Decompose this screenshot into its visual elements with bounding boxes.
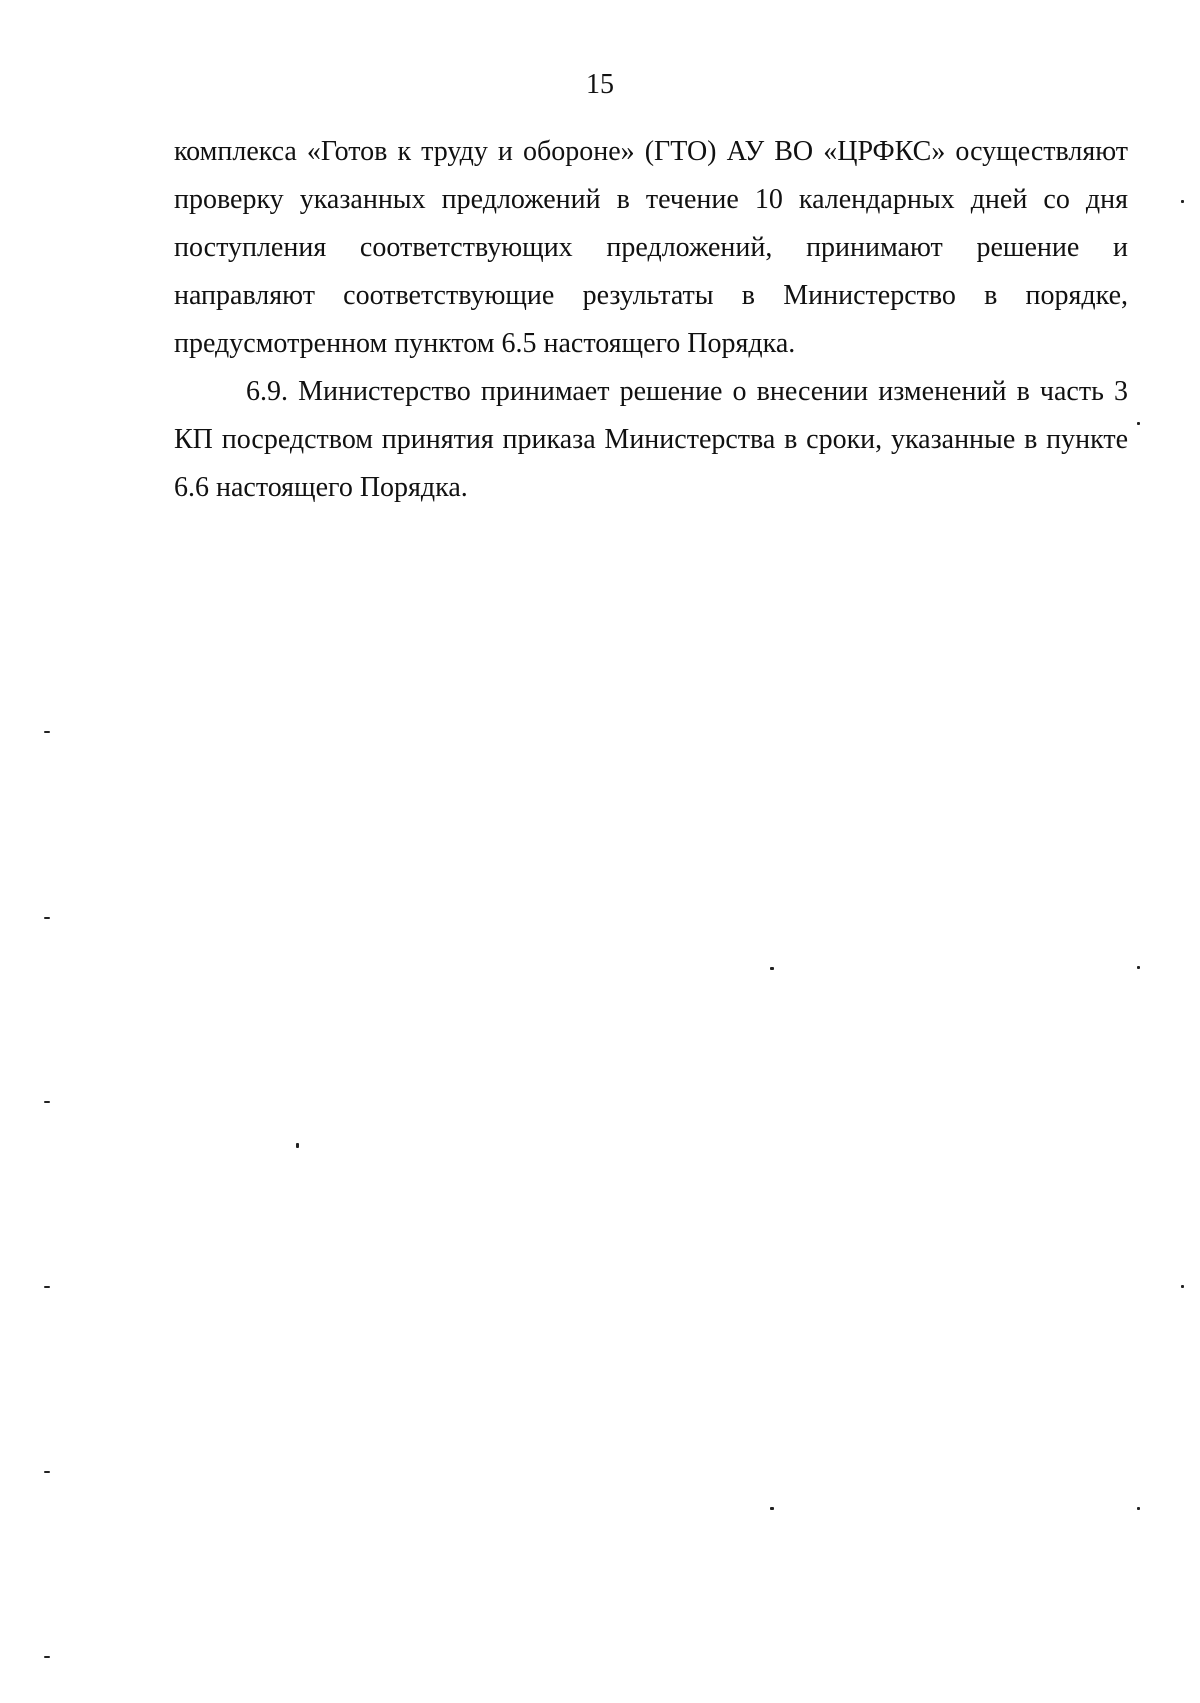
- scan-mark: [1181, 200, 1184, 203]
- scan-mark: [44, 731, 50, 733]
- scan-mark: [1181, 1285, 1184, 1288]
- scan-mark: [1137, 422, 1140, 425]
- scan-mark: [44, 1286, 50, 1288]
- paragraph-6-9: 6.9. Министерство принимает решение о внесении изменений в часть 3 КП посредством принятия приказа Министерства в сроки, указанные в пункте 6.6 настоящего Порядка.: [174, 376, 1128, 503]
- scan-mark: [296, 1143, 299, 1148]
- paragraph-continuation: комплекса «Готов к труду и обороне» (ГТО) АУ ВО «ЦРФКС» осуществляют проверку указанных предложений в течение 10 календарных дней со дня поступления соответствующих предложений, принимают решение и направляют соответствующие результаты в Министерство в порядке, предусмотренном пунктом 6.5 настоящего Порядка.: [174, 136, 1128, 359]
- scan-mark: [770, 1507, 774, 1510]
- document-body: [174, 128, 1128, 512]
- scan-mark: [44, 1101, 50, 1103]
- scan-mark: [44, 1471, 50, 1473]
- scan-mark: [44, 1656, 50, 1658]
- scan-mark: [44, 917, 50, 919]
- scan-mark: [770, 967, 774, 970]
- scan-mark: [1137, 966, 1140, 969]
- page-number: 15: [586, 69, 614, 100]
- scan-mark: [1137, 1507, 1140, 1510]
